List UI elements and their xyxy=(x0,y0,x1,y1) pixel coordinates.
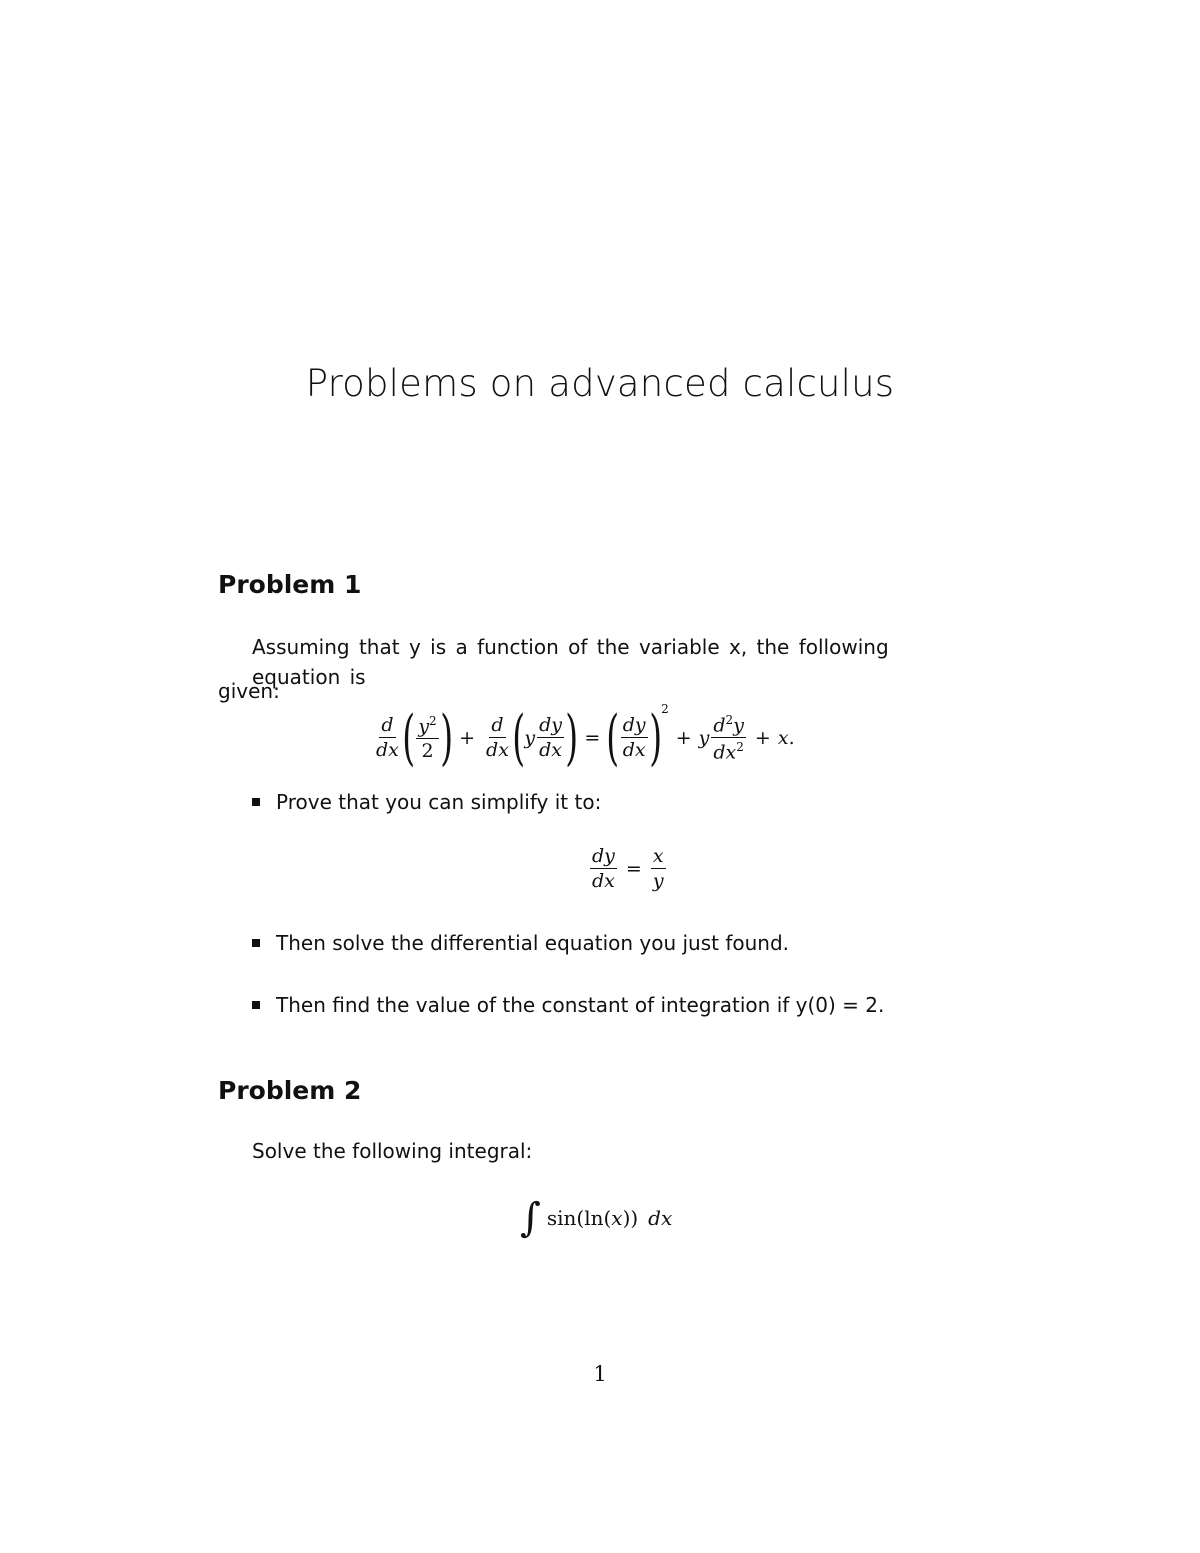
fraction-dy-dx: $\frac{dy}{dx}$ xyxy=(622,714,646,761)
problem-1-intro-line1 xyxy=(252,632,982,692)
page-number: 1 xyxy=(593,1362,607,1386)
problem-1-bullet-1: Prove that you can simplify it to: xyxy=(276,790,602,814)
fraction-d-dx: $\frac{d}{dx}$ xyxy=(486,714,509,761)
problem-1-bullet-3: Then find the value of the constant of integration if y(0) = 2. xyxy=(276,993,885,1017)
problem-2-intro: Solve the following integral: xyxy=(252,1139,533,1163)
simplified-equation: $\frac{dy}{dx}$ = $\frac{x}{y}$ xyxy=(592,845,664,892)
fraction-dy-dx: $\frac{dy}{dx}$ xyxy=(592,845,615,892)
document-title: Problems on advanced calculus xyxy=(305,362,895,405)
problem-1-equation: $\frac{d}{dx}$ ( $\frac{y^2}{2}$ ) + $\frac{d}{dx}$ ( y $\frac{dy}{dx}$ ) = ( $\frac{dy}{dx}$ ) $^2$ + y $\frac{d^2y}{dx^2}$ + x . xyxy=(376,702,795,773)
integral-sign: ∫ xyxy=(520,1195,541,1241)
bullet-marker xyxy=(252,1001,260,1009)
fraction-d2y-dx2: $\frac{d^2y}{dx^2}$ xyxy=(713,712,744,764)
fraction-d-dx: $\frac{d}{dx}$ xyxy=(376,714,399,761)
bullet-marker xyxy=(252,798,260,806)
bullet-marker xyxy=(252,939,260,947)
fraction-dy-dx: $\frac{dy}{dx}$ xyxy=(539,714,562,761)
fraction-x-over-y: $\frac{x}{y}$ xyxy=(652,845,664,892)
problem-1-bullet-2: Then solve the differential equation you just found. xyxy=(276,931,790,955)
integral-expression: ∫ sin(ln( x )) dx xyxy=(520,1195,673,1241)
fraction-y2-over-2: $\frac{y^2}{2}$ xyxy=(418,713,437,763)
problem-1-intro-text: Assuming that y is a function of the variable x, the following equation is xyxy=(252,635,889,689)
problem-1-intro-line2: given: xyxy=(218,679,280,703)
problem-1-heading: Problem 1 xyxy=(218,570,362,599)
problem-2-heading: Problem 2 xyxy=(218,1076,362,1105)
